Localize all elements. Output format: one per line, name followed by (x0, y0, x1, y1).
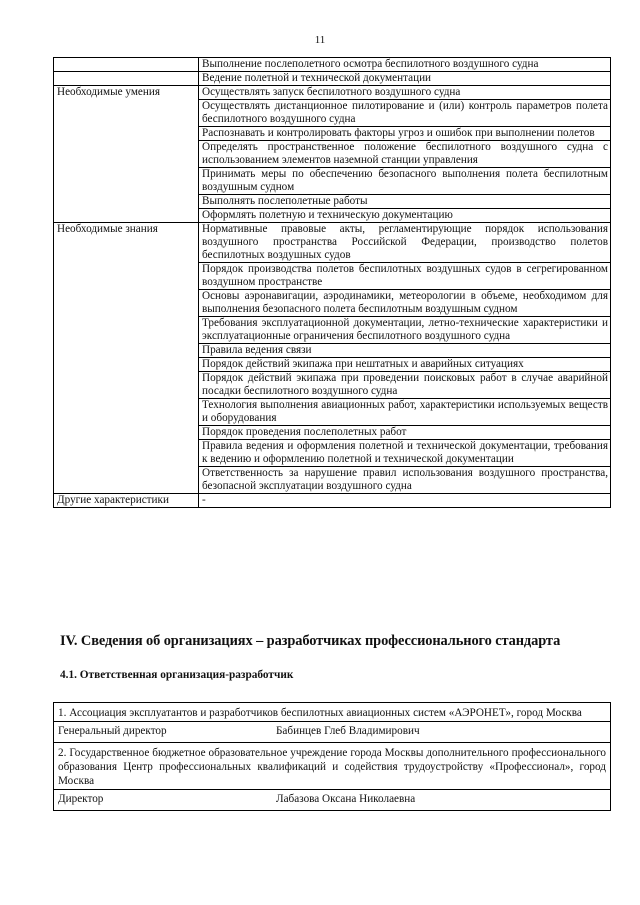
requirements-table (53, 57, 611, 508)
knowledge-cell: Нормативные правовые акты, регламентирующие порядок использования воздушного пространства Российской Федерации, производство полетов беспилотных воздушных судов (199, 223, 611, 263)
skill-cell: Оформлять полетную и техническую документацию (199, 209, 611, 223)
knowledge-cell: Правила ведения и оформления полетной и технической документации, требования к ведению и оформлению полетной и технической документации (199, 440, 611, 467)
signatory-cell (54, 790, 611, 811)
section-title: IV. Сведения об организациях – разработчиках профессионального стандарта (60, 633, 561, 649)
table-row (54, 494, 611, 508)
table-row (54, 72, 611, 86)
table-row (54, 58, 611, 72)
skills-label: Необходимые умения (54, 86, 199, 223)
table-row (54, 86, 611, 100)
organizations-table (53, 702, 611, 811)
organization-name: 2. Государственное бюджетное образовательное учреждение города Москвы дополнительного профессионального образования Центр профессиональных квалификаций и содействия трудоустройству «Профессионал», город Москва (54, 743, 611, 790)
knowledge-cell: Технология выполнения авиационных работ, характеристики используемых веществ и оборудования (199, 399, 611, 426)
knowledge-label: Необходимые знания (54, 223, 199, 494)
label-cell-empty (54, 58, 199, 72)
other-label: Другие характеристики (54, 494, 199, 508)
knowledge-cell: Порядок проведения послеполетных работ (199, 426, 611, 440)
organization-name: 1. Ассоциация эксплуатантов и разработчиков беспилотных авиационных систем «АЭРОНЕТ», город Москва (54, 703, 611, 722)
table-row (54, 743, 611, 790)
knowledge-cell: Ответственность за нарушение правил использования воздушного пространства, безопасной эксплуатации воздушного судна (199, 467, 611, 494)
table-row (54, 223, 611, 263)
skill-cell: Осуществлять запуск беспилотного воздушного судна (199, 86, 611, 100)
knowledge-cell: Порядок производства полетов беспилотных воздушных судов в сегрегированном воздушном пространстве (199, 263, 611, 290)
knowledge-cell: Порядок действий экипажа при проведении поисковых работ в случае аварийной посадки беспилотного воздушного судна (199, 372, 611, 399)
skill-cell: Распознавать и контролировать факторы угроз и ошибок при выполнении полетов (199, 127, 611, 141)
table-row (54, 790, 611, 811)
skill-cell: Определять пространственное положение беспилотного воздушного судна с использованием элементов наземной станции управления (199, 141, 611, 168)
person-name: Бабинцев Глеб Владимирович (276, 725, 420, 737)
requirement-cell: Ведение полетной и технической документации (199, 72, 611, 86)
knowledge-cell: Порядок действий экипажа при нештатных и аварийных ситуациях (199, 358, 611, 372)
page-number: 11 (314, 34, 326, 46)
knowledge-cell: Требования эксплуатационной документации, летно-технические характеристики и эксплуатационные ограничения беспилотного воздушного судна (199, 317, 611, 344)
table-row (54, 703, 611, 722)
position-label: Директор (58, 793, 104, 805)
skill-cell: Выполнять послеполетные работы (199, 195, 611, 209)
skill-cell: Осуществлять дистанционное пилотирование и (или) контроль параметров полета беспилотного воздушного судна (199, 100, 611, 127)
knowledge-cell: Основы аэронавигации, аэродинамики, метеорологии в объеме, необходимом для выполнения безопасного полета беспилотным воздушным судном (199, 290, 611, 317)
subsection-title: 4.1. Ответственная организация-разработчик (60, 669, 294, 681)
person-name: Лабазова Оксана Николаевна (276, 793, 416, 805)
label-cell-empty (54, 72, 199, 86)
skill-cell: Принимать меры по обеспечению безопасного выполнения полета беспилотным воздушным судном (199, 168, 611, 195)
requirement-cell: Выполнение послеполетного осмотра беспилотного воздушного судна (199, 58, 611, 72)
other-value: - (199, 494, 611, 508)
position-label: Генеральный директор (58, 725, 167, 737)
table-row (54, 722, 611, 743)
knowledge-cell: Правила ведения связи (199, 344, 611, 358)
signatory-cell (54, 722, 611, 743)
